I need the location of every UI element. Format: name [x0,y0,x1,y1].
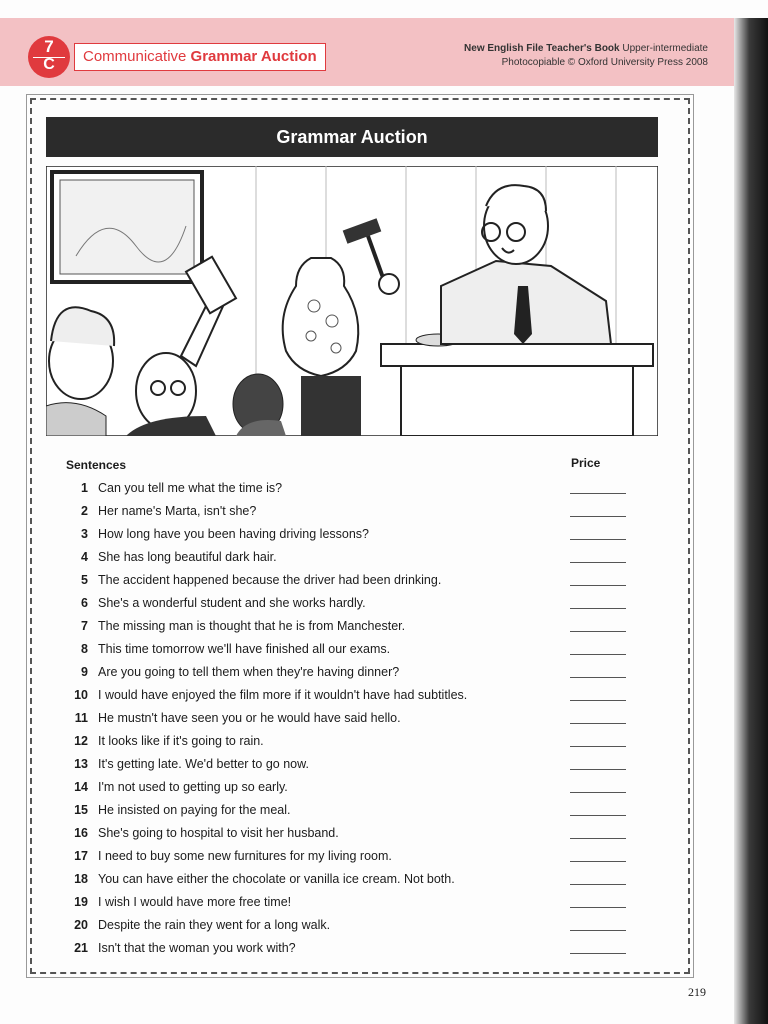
sentence-row [60,757,650,779]
book-info [464,42,708,70]
sentence-text: It looks like if it's going to rain. [98,734,264,748]
price-blank[interactable] [570,516,626,517]
sentence-text: The missing man is thought that he is from Manchester. [98,619,406,633]
sentence-number: 8 [81,642,88,656]
page-number: 219 [688,985,706,999]
sentence-row [60,780,650,802]
sentence-number: 15 [74,803,88,817]
sentence-number: 5 [81,573,88,587]
section-label: Communicative [83,48,187,65]
sentence-text: I wish I would have more free time! [98,895,292,909]
sentence-number: 9 [81,665,88,679]
sentence-text: The accident happened because the driver had been drinking. [98,573,442,587]
sentence-text: Are you going to tell them when they're having dinner? [98,665,400,679]
sentence-row [60,504,650,526]
sentence-text: Isn't that the woman you work with? [98,941,296,955]
sentence-text: It's getting late. We'd better to go now. [98,757,309,771]
copyright-note: Photocopiable © Oxford University Press 2008 [501,57,708,68]
sentence-text: You can have either the chocolate or vanilla ice cream. Not both. [98,872,455,886]
unit-number: 7 [44,37,54,56]
sentence-row [60,826,650,848]
sentence-row [60,550,650,572]
activity-title: Grammar Auction [190,48,317,65]
sentence-text: He mustn't have seen you or he would have said hello. [98,711,401,725]
price-blank[interactable] [570,585,626,586]
price-blank[interactable] [570,654,626,655]
price-blank[interactable] [570,769,626,770]
page-edge-shadow [734,18,768,1024]
sentence-text: Can you tell me what the time is? [98,481,283,495]
sentence-row [60,619,650,641]
sentence-number: 3 [81,527,88,541]
sentence-text: She's going to hospital to visit her husband. [98,826,339,840]
price-blank[interactable] [570,746,626,747]
sentence-row [60,596,650,618]
sentence-row [60,688,650,710]
sentence-row [60,642,650,664]
sentence-row [60,665,650,687]
price-blank[interactable] [570,907,626,908]
sentence-number: 13 [74,757,88,771]
sentence-row [60,849,650,871]
price-blank[interactable] [570,562,626,563]
sentence-number: 12 [74,734,88,748]
unit-letter: C [43,56,55,73]
header-title-box [74,43,326,71]
price-blank[interactable] [570,884,626,885]
sentence-text: She's a wonderful student and she works hardly. [98,596,366,610]
sentence-row [60,734,650,756]
sentence-text: How long have you been having driving lessons? [98,527,370,541]
price-blank[interactable] [570,677,626,678]
auction-illustration [46,166,658,436]
sentence-row [60,895,650,917]
sentence-number: 6 [81,596,88,610]
book-level: Upper-intermediate [622,43,708,54]
sentence-row [60,527,650,549]
price-blank[interactable] [570,815,626,816]
sentence-text: I would have enjoyed the film more if it wouldn't have had subtitles. [98,688,468,702]
sentence-text: She has long beautiful dark hair. [98,550,277,564]
price-blank[interactable] [570,539,626,540]
sentence-number: 1 [81,481,88,495]
price-blank[interactable] [570,608,626,609]
sentence-text: He insisted on paying for the meal. [98,803,291,817]
sentence-row [60,941,650,963]
price-blank[interactable] [570,631,626,632]
sentence-row [60,803,650,825]
sentence-number: 18 [74,872,88,886]
sentence-number: 11 [74,711,88,725]
book-title: New English File Teacher's Book [464,43,620,54]
sentence-number: 2 [81,504,88,518]
sentence-number: 19 [74,895,88,909]
sentence-number: 4 [81,550,88,564]
sentence-number: 20 [74,918,88,932]
sentence-text: Despite the rain they went for a long walk. [98,918,331,932]
worksheet-banner: Grammar Auction [46,117,658,157]
sentence-row [60,711,650,733]
unit-badge [28,36,70,78]
sentence-number: 14 [74,780,88,794]
sentence-text: I'm not used to getting up so early. [98,780,288,794]
sentence-row [60,573,650,595]
sentence-number: 17 [74,849,88,863]
price-blank[interactable] [570,861,626,862]
sentences-heading: Sentences [66,458,127,472]
price-blank[interactable] [570,792,626,793]
price-blank[interactable] [570,700,626,701]
sentence-number: 7 [81,619,88,633]
sentence-text: I need to buy some new furnitures for my living room. [98,849,392,863]
sentence-row [60,872,650,894]
sentence-number: 21 [74,941,88,955]
sentence-number: 10 [74,688,88,702]
price-blank[interactable] [570,838,626,839]
price-blank[interactable] [570,930,626,931]
sentence-text: This time tomorrow we'll have finished all our exams. [98,642,391,656]
sentence-row [60,481,650,503]
price-blank[interactable] [570,723,626,724]
price-heading: Price [571,456,601,470]
price-blank[interactable] [570,953,626,954]
sentence-number: 16 [74,826,88,840]
sentence-row [60,918,650,940]
sentence-text: Her name's Marta, isn't she? [98,504,257,518]
price-blank[interactable] [570,493,626,494]
